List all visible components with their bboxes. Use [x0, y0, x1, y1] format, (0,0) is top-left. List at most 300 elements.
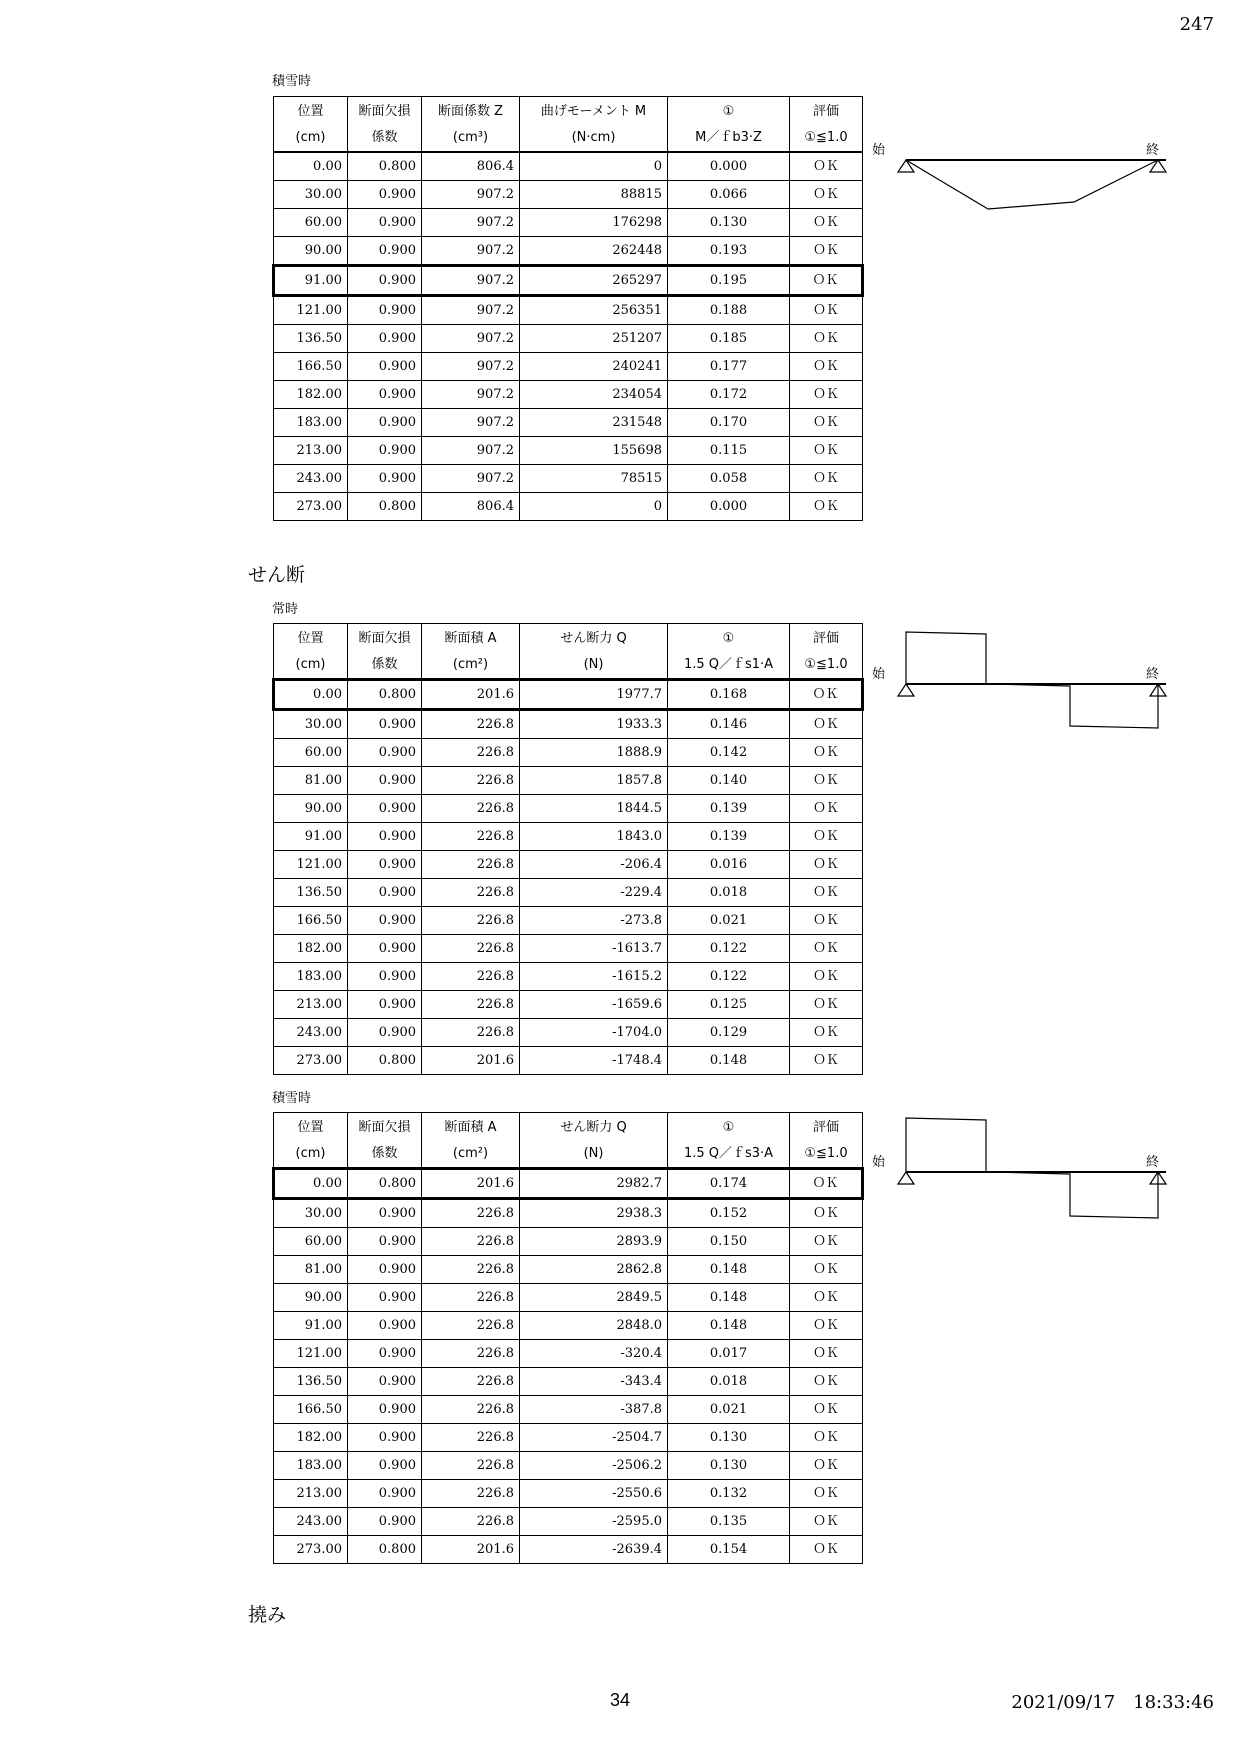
column-header-section-value: (cm³) — [422, 125, 520, 152]
cell-evaluation: ＯＫ — [790, 710, 863, 739]
cell-ratio: 0.017 — [668, 1340, 790, 1368]
cell-ratio: 0.148 — [668, 1312, 790, 1340]
cell-deficit-factor: 0.900 — [348, 1284, 422, 1312]
cell-ratio: 0.174 — [668, 1169, 790, 1199]
table-row — [274, 1047, 863, 1075]
column-header-ratio: 1.5 Q／ｆs3·A — [668, 1141, 790, 1169]
table-row — [274, 879, 863, 907]
table-row — [274, 963, 863, 991]
table-row — [274, 493, 863, 521]
shear-normal-diagram-end-label: 終 — [1146, 667, 1160, 682]
cell-deficit-factor: 0.900 — [348, 181, 422, 209]
cell-ratio: 0.130 — [668, 209, 790, 237]
cell-section-value: 201.6 — [422, 680, 520, 710]
cell-deficit-factor: 0.900 — [348, 823, 422, 851]
table-row — [274, 1312, 863, 1340]
shear-snow-table — [272, 1112, 864, 1564]
cell-evaluation: ＯＫ — [790, 296, 863, 325]
cell-force-value: 88815 — [520, 181, 668, 209]
cell-section-value: 226.8 — [422, 1256, 520, 1284]
header-row — [274, 1113, 863, 1142]
table-row — [274, 795, 863, 823]
column-header-force-value: せん断力 Q — [520, 1113, 668, 1142]
cell-section-value: 226.8 — [422, 739, 520, 767]
cell-force-value: 256351 — [520, 296, 668, 325]
cell-deficit-factor: 0.900 — [348, 1452, 422, 1480]
cell-force-value: 2848.0 — [520, 1312, 668, 1340]
cell-evaluation: ＯＫ — [790, 437, 863, 465]
cell-ratio: 0.148 — [668, 1256, 790, 1284]
cell-evaluation: ＯＫ — [790, 1228, 863, 1256]
cell-deficit-factor: 0.900 — [348, 437, 422, 465]
cell-ratio: 0.170 — [668, 409, 790, 437]
cell-deficit-factor: 0.900 — [348, 381, 422, 409]
column-header-position: (cm) — [274, 1141, 348, 1169]
cell-section-value: 226.8 — [422, 767, 520, 795]
cell-ratio: 0.172 — [668, 381, 790, 409]
cell-deficit-factor: 0.800 — [348, 680, 422, 710]
table-row — [274, 1536, 863, 1564]
table-row — [274, 1508, 863, 1536]
cell-section-value: 226.8 — [422, 1396, 520, 1424]
table-row — [274, 991, 863, 1019]
cell-section-value: 226.8 — [422, 879, 520, 907]
cell-evaluation: ＯＫ — [790, 767, 863, 795]
table-row — [274, 907, 863, 935]
table-row — [274, 1340, 863, 1368]
cell-position: 166.50 — [274, 1396, 348, 1424]
cell-ratio: 0.122 — [668, 963, 790, 991]
cell-ratio: 0.000 — [668, 152, 790, 181]
cell-section-value: 226.8 — [422, 1452, 520, 1480]
cell-section-value: 226.8 — [422, 1508, 520, 1536]
header-row — [274, 624, 863, 653]
cell-ratio: 0.154 — [668, 1536, 790, 1564]
cell-evaluation: ＯＫ — [790, 325, 863, 353]
table-row — [274, 1452, 863, 1480]
table-row — [274, 437, 863, 465]
cell-section-value: 201.6 — [422, 1536, 520, 1564]
moment-diagram-start-label: 始 — [872, 143, 886, 158]
cell-evaluation: ＯＫ — [790, 1256, 863, 1284]
cell-position: 30.00 — [274, 710, 348, 739]
column-header-ratio: ① — [668, 624, 790, 653]
cell-force-value: 265297 — [520, 266, 668, 296]
cell-position: 60.00 — [274, 739, 348, 767]
moment-diagram-end-label: 終 — [1146, 143, 1160, 158]
shear-snow-diagram-start-label: 始 — [872, 1155, 886, 1170]
table-row — [274, 296, 863, 325]
cell-position: 121.00 — [274, 1340, 348, 1368]
cell-deficit-factor: 0.900 — [348, 266, 422, 296]
cell-section-value: 226.8 — [422, 1480, 520, 1508]
cell-position: 90.00 — [274, 795, 348, 823]
column-header-deficit-factor: 断面欠損 — [348, 97, 422, 126]
cell-force-value: 251207 — [520, 325, 668, 353]
table-row — [274, 1368, 863, 1396]
cell-evaluation: ＯＫ — [790, 739, 863, 767]
cell-section-value: 201.6 — [422, 1047, 520, 1075]
cell-section-value: 226.8 — [422, 1368, 520, 1396]
cell-evaluation: ＯＫ — [790, 1199, 863, 1228]
shear-snow-diagram — [868, 1114, 1168, 1224]
cell-evaluation: ＯＫ — [790, 1312, 863, 1340]
cell-position: 273.00 — [274, 1047, 348, 1075]
cell-ratio: 0.115 — [668, 437, 790, 465]
cell-evaluation: ＯＫ — [790, 1019, 863, 1047]
table-row — [274, 680, 863, 710]
cell-position: 182.00 — [274, 1424, 348, 1452]
column-header-ratio: ① — [668, 1113, 790, 1142]
cell-deficit-factor: 0.900 — [348, 935, 422, 963]
cell-position: 166.50 — [274, 353, 348, 381]
cell-evaluation: ＯＫ — [790, 209, 863, 237]
cell-evaluation: ＯＫ — [790, 1340, 863, 1368]
cell-force-value: -1615.2 — [520, 963, 668, 991]
cell-evaluation: ＯＫ — [790, 851, 863, 879]
cell-evaluation: ＯＫ — [790, 1368, 863, 1396]
cell-section-value: 907.2 — [422, 409, 520, 437]
cell-evaluation: ＯＫ — [790, 1480, 863, 1508]
column-header-ratio: ① — [668, 97, 790, 126]
cell-ratio: 0.132 — [668, 1480, 790, 1508]
cell-deficit-factor: 0.900 — [348, 325, 422, 353]
table-row — [274, 739, 863, 767]
cell-force-value: 176298 — [520, 209, 668, 237]
cell-ratio: 0.125 — [668, 991, 790, 1019]
cell-evaluation: ＯＫ — [790, 991, 863, 1019]
cell-position: 90.00 — [274, 1284, 348, 1312]
cell-position: 136.50 — [274, 325, 348, 353]
cell-evaluation: ＯＫ — [790, 152, 863, 181]
cell-evaluation: ＯＫ — [790, 963, 863, 991]
cell-force-value: -2639.4 — [520, 1536, 668, 1564]
column-header-position: 位置 — [274, 1113, 348, 1142]
cell-section-value: 226.8 — [422, 795, 520, 823]
cell-deficit-factor: 0.900 — [348, 296, 422, 325]
cell-evaluation: ＯＫ — [790, 1169, 863, 1199]
cell-force-value: -320.4 — [520, 1340, 668, 1368]
cell-section-value: 226.8 — [422, 1199, 520, 1228]
cell-deficit-factor: 0.900 — [348, 1228, 422, 1256]
cell-ratio: 0.135 — [668, 1508, 790, 1536]
cell-ratio: 0.185 — [668, 325, 790, 353]
cell-section-value: 226.8 — [422, 823, 520, 851]
deflection-section-title: 撓み — [248, 1604, 287, 1626]
cell-evaluation: ＯＫ — [790, 465, 863, 493]
cell-ratio: 0.058 — [668, 465, 790, 493]
cell-deficit-factor: 0.900 — [348, 1396, 422, 1424]
start-support-icon — [898, 1172, 914, 1184]
cell-force-value: 1933.3 — [520, 710, 668, 739]
table-row — [274, 1424, 863, 1452]
cell-position: 183.00 — [274, 963, 348, 991]
cell-deficit-factor: 0.900 — [348, 465, 422, 493]
table-row — [274, 1199, 863, 1228]
cell-section-value: 226.8 — [422, 1340, 520, 1368]
cell-deficit-factor: 0.800 — [348, 152, 422, 181]
cell-ratio: 0.130 — [668, 1452, 790, 1480]
header-row — [274, 1141, 863, 1169]
cell-position: 183.00 — [274, 1452, 348, 1480]
cell-position: 91.00 — [274, 823, 348, 851]
column-header-force-value: (N·cm) — [520, 125, 668, 152]
cell-evaluation: ＯＫ — [790, 1508, 863, 1536]
cell-position: 182.00 — [274, 381, 348, 409]
column-header-evaluation: 評価 — [790, 1113, 863, 1142]
cell-evaluation: ＯＫ — [790, 907, 863, 935]
column-header-deficit-factor: 係数 — [348, 652, 422, 680]
cell-ratio: 0.130 — [668, 1424, 790, 1452]
moment-snow-case-label: 積雪時 — [272, 74, 312, 89]
table-row — [274, 409, 863, 437]
cell-section-value: 226.8 — [422, 1228, 520, 1256]
cell-evaluation: ＯＫ — [790, 1396, 863, 1424]
cell-deficit-factor: 0.800 — [348, 1047, 422, 1075]
column-header-position: 位置 — [274, 97, 348, 126]
cell-force-value: 1977.7 — [520, 680, 668, 710]
cell-deficit-factor: 0.900 — [348, 739, 422, 767]
cell-position: 136.50 — [274, 879, 348, 907]
cell-ratio: 0.066 — [668, 181, 790, 209]
cell-deficit-factor: 0.900 — [348, 1508, 422, 1536]
cell-force-value: 0 — [520, 152, 668, 181]
cell-deficit-factor: 0.800 — [348, 493, 422, 521]
cell-force-value: -229.4 — [520, 879, 668, 907]
cell-ratio: 0.000 — [668, 493, 790, 521]
cell-evaluation: ＯＫ — [790, 1047, 863, 1075]
cell-section-value: 806.4 — [422, 152, 520, 181]
cell-force-value: -1659.6 — [520, 991, 668, 1019]
cell-force-value: -1748.4 — [520, 1047, 668, 1075]
footer-timestamp: 2021/09/17 18:33:46 — [1011, 1692, 1214, 1713]
cell-section-value: 806.4 — [422, 493, 520, 521]
column-header-ratio: M／ｆb3·Z — [668, 125, 790, 152]
cell-ratio: 0.168 — [668, 680, 790, 710]
cell-position: 30.00 — [274, 181, 348, 209]
cell-deficit-factor: 0.900 — [348, 1424, 422, 1452]
column-header-section-value: (cm²) — [422, 652, 520, 680]
cell-evaluation: ＯＫ — [790, 1424, 863, 1452]
cell-position: 121.00 — [274, 296, 348, 325]
column-header-position: 位置 — [274, 624, 348, 653]
cell-section-value: 907.2 — [422, 325, 520, 353]
cell-section-value: 226.8 — [422, 1284, 520, 1312]
cell-ratio: 0.018 — [668, 1368, 790, 1396]
column-header-deficit-factor: 係数 — [348, 125, 422, 152]
header-row — [274, 652, 863, 680]
cell-evaluation: ＯＫ — [790, 879, 863, 907]
cell-force-value: -387.8 — [520, 1396, 668, 1424]
table-row — [274, 935, 863, 963]
cell-deficit-factor: 0.900 — [348, 767, 422, 795]
table-row — [274, 823, 863, 851]
cell-ratio: 0.016 — [668, 851, 790, 879]
cell-deficit-factor: 0.900 — [348, 879, 422, 907]
cell-section-value: 907.2 — [422, 266, 520, 296]
header-row — [274, 125, 863, 152]
cell-position: 183.00 — [274, 409, 348, 437]
cell-force-value: 1843.0 — [520, 823, 668, 851]
cell-force-value: -206.4 — [520, 851, 668, 879]
cell-position: 0.00 — [274, 152, 348, 181]
cell-force-value: 2982.7 — [520, 1169, 668, 1199]
footer-page-number: 34 — [609, 1690, 631, 1710]
table-row — [274, 1396, 863, 1424]
cell-ratio: 0.139 — [668, 823, 790, 851]
cell-deficit-factor: 0.900 — [348, 1019, 422, 1047]
table-row — [274, 152, 863, 181]
table-row — [274, 1256, 863, 1284]
cell-ratio: 0.193 — [668, 237, 790, 266]
cell-deficit-factor: 0.900 — [348, 991, 422, 1019]
cell-ratio: 0.148 — [668, 1284, 790, 1312]
column-header-evaluation: ①≦1.0 — [790, 652, 863, 680]
cell-position: 243.00 — [274, 1508, 348, 1536]
cell-force-value: 155698 — [520, 437, 668, 465]
column-header-position: (cm) — [274, 125, 348, 152]
cell-section-value: 226.8 — [422, 907, 520, 935]
cell-ratio: 0.146 — [668, 710, 790, 739]
table-row — [274, 465, 863, 493]
moment-curve — [906, 160, 1158, 209]
table-row — [274, 381, 863, 409]
cell-position: 60.00 — [274, 209, 348, 237]
cell-position: 243.00 — [274, 1019, 348, 1047]
cell-ratio: 0.021 — [668, 1396, 790, 1424]
cell-evaluation: ＯＫ — [790, 680, 863, 710]
cell-deficit-factor: 0.900 — [348, 1256, 422, 1284]
shear-normal-diagram — [868, 626, 1168, 736]
shear-normal-curve — [906, 632, 1158, 728]
column-header-evaluation: 評価 — [790, 97, 863, 126]
cell-force-value: -273.8 — [520, 907, 668, 935]
cell-section-value: 201.6 — [422, 1169, 520, 1199]
cell-position: 121.00 — [274, 851, 348, 879]
cell-position: 30.00 — [274, 1199, 348, 1228]
cell-force-value: 0 — [520, 493, 668, 521]
cell-section-value: 226.8 — [422, 1019, 520, 1047]
cell-section-value: 907.2 — [422, 437, 520, 465]
cell-section-value: 226.8 — [422, 851, 520, 879]
cell-deficit-factor: 0.900 — [348, 1340, 422, 1368]
cell-ratio: 0.018 — [668, 879, 790, 907]
cell-force-value: -1613.7 — [520, 935, 668, 963]
cell-force-value: 1888.9 — [520, 739, 668, 767]
cell-force-value: -2506.2 — [520, 1452, 668, 1480]
table-row — [274, 1480, 863, 1508]
cell-evaluation: ＯＫ — [790, 381, 863, 409]
cell-ratio: 0.195 — [668, 266, 790, 296]
cell-section-value: 907.2 — [422, 353, 520, 381]
cell-ratio: 0.188 — [668, 296, 790, 325]
cell-force-value: -2595.0 — [520, 1508, 668, 1536]
cell-ratio: 0.148 — [668, 1047, 790, 1075]
cell-evaluation: ＯＫ — [790, 1452, 863, 1480]
cell-position: 60.00 — [274, 1228, 348, 1256]
cell-position: 0.00 — [274, 680, 348, 710]
cell-force-value: 1857.8 — [520, 767, 668, 795]
cell-force-value: 234054 — [520, 381, 668, 409]
cell-position: 0.00 — [274, 1169, 348, 1199]
column-header-section-value: 断面積 A — [422, 1113, 520, 1142]
shear-section-title: せん断 — [248, 564, 306, 586]
header-row — [274, 97, 863, 126]
cell-evaluation: ＯＫ — [790, 353, 863, 381]
cell-ratio: 0.177 — [668, 353, 790, 381]
cell-deficit-factor: 0.900 — [348, 1480, 422, 1508]
cell-ratio: 0.150 — [668, 1228, 790, 1256]
cell-section-value: 907.2 — [422, 296, 520, 325]
cell-deficit-factor: 0.900 — [348, 710, 422, 739]
cell-position: 213.00 — [274, 991, 348, 1019]
table-row — [274, 353, 863, 381]
cell-evaluation: ＯＫ — [790, 181, 863, 209]
table-row — [274, 181, 863, 209]
cell-section-value: 907.2 — [422, 465, 520, 493]
cell-ratio: 0.129 — [668, 1019, 790, 1047]
cell-evaluation: ＯＫ — [790, 795, 863, 823]
cell-position: 273.00 — [274, 493, 348, 521]
column-header-evaluation: 評価 — [790, 624, 863, 653]
cell-position: 166.50 — [274, 907, 348, 935]
cell-evaluation: ＯＫ — [790, 237, 863, 266]
cell-ratio: 0.139 — [668, 795, 790, 823]
column-header-force-value: せん断力 Q — [520, 624, 668, 653]
column-header-evaluation: ①≦1.0 — [790, 1141, 863, 1169]
column-header-position: (cm) — [274, 652, 348, 680]
cell-ratio: 0.122 — [668, 935, 790, 963]
table-row — [274, 209, 863, 237]
cell-deficit-factor: 0.900 — [348, 1312, 422, 1340]
cell-force-value: 240241 — [520, 353, 668, 381]
column-header-deficit-factor: 断面欠損 — [348, 1113, 422, 1142]
cell-deficit-factor: 0.900 — [348, 851, 422, 879]
moment-diagram — [868, 136, 1168, 216]
cell-deficit-factor: 0.900 — [348, 907, 422, 935]
column-header-section-value: (cm²) — [422, 1141, 520, 1169]
table-row — [274, 767, 863, 795]
table-row — [274, 237, 863, 266]
cell-section-value: 907.2 — [422, 181, 520, 209]
cell-deficit-factor: 0.800 — [348, 1169, 422, 1199]
table-row — [274, 1019, 863, 1047]
cell-force-value: 2893.9 — [520, 1228, 668, 1256]
cell-position: 273.00 — [274, 1536, 348, 1564]
cell-section-value: 226.8 — [422, 935, 520, 963]
cell-evaluation: ＯＫ — [790, 1284, 863, 1312]
cell-force-value: 262448 — [520, 237, 668, 266]
cell-force-value: 1844.5 — [520, 795, 668, 823]
cell-position: 136.50 — [274, 1368, 348, 1396]
cell-evaluation: ＯＫ — [790, 1536, 863, 1564]
cell-force-value: -343.4 — [520, 1368, 668, 1396]
shear-snow-curve — [906, 1118, 1158, 1218]
cell-evaluation: ＯＫ — [790, 823, 863, 851]
column-header-force-value: (N) — [520, 1141, 668, 1169]
cell-force-value: 78515 — [520, 465, 668, 493]
shear-snow-diagram-end-label: 終 — [1146, 1155, 1160, 1170]
end-support-icon — [1150, 160, 1166, 172]
cell-force-value: -2550.6 — [520, 1480, 668, 1508]
cell-deficit-factor: 0.900 — [348, 237, 422, 266]
table-row — [274, 1169, 863, 1199]
table-row — [274, 851, 863, 879]
table-row — [274, 325, 863, 353]
cell-section-value: 226.8 — [422, 963, 520, 991]
cell-position: 91.00 — [274, 1312, 348, 1340]
shear-normal-diagram-start-label: 始 — [872, 667, 886, 682]
